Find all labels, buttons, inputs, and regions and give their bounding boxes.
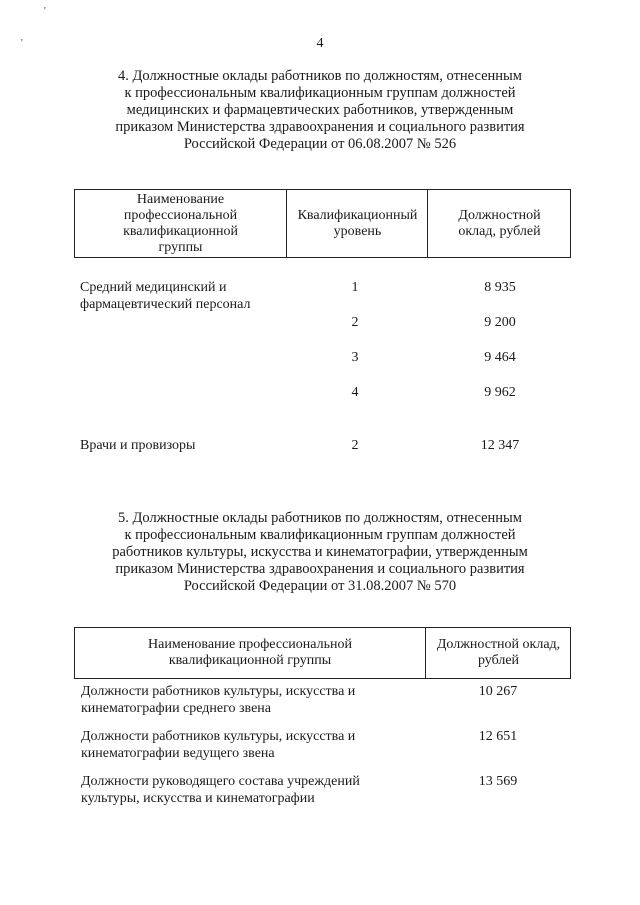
table-row-level: 2 [351, 315, 359, 330]
table-row-level: 2 [351, 438, 359, 453]
heading-line: 5. Должностные оклады работников по должностям, отнесенным [118, 510, 522, 526]
heading-line: приказом Министерства здравоохранения и социального развития [115, 119, 525, 135]
table-row-level: 3 [351, 350, 359, 365]
group-name-doctors: Врачи и провизоры [80, 438, 196, 453]
table-row-salary: 12 651 [478, 729, 518, 744]
table-row-salary: 13 569 [478, 774, 518, 789]
heading-line: 4. Должностные оклады работников по должностям, отнесенным [118, 68, 522, 84]
table-row-level: 4 [351, 385, 359, 400]
heading-line: работников культуры, искусства и кинематографии, утвержденным [112, 544, 528, 560]
section-4-table-header [74, 189, 571, 258]
table-row-name: Должности руководящего состава учреждений культуры, искусства и кинематографии [81, 774, 360, 806]
header-salary: Должностной оклад, рублей [427, 190, 571, 257]
header-group-name: Наименование профессиональной квалификационной группы [123, 191, 238, 255]
header-salary: Должностной оклад, рублей [425, 628, 571, 678]
section-4-heading [60, 68, 580, 153]
section-5-table-header [74, 627, 571, 679]
heading-line: приказом Министерства здравоохранения и социального развития [115, 561, 525, 577]
table-row-salary: 8 935 [484, 280, 516, 295]
table-row-salary: 9 464 [484, 350, 516, 365]
header-group-name: Наименование профессиональной квалификационной группы [148, 637, 352, 668]
table-row-salary: 9 962 [484, 385, 516, 400]
table-row-name: Должности работников культуры, искусства и кинематографии ведущего звена [81, 729, 356, 761]
table-row-salary: 10 267 [478, 684, 518, 699]
heading-line: к профессиональным квалификационным группам должностей [124, 85, 516, 101]
table-row-salary: 9 200 [484, 315, 516, 330]
group-name-nursing: Средний медицинский и фармацевтический персонал [80, 280, 251, 312]
page-number: 4 [316, 36, 324, 51]
table-row-name: Должности работников культуры, искусства и кинематографии среднего звена [81, 684, 356, 716]
heading-line: Российской Федерации от 06.08.2007 № 526 [183, 136, 457, 152]
table-row-salary: 12 347 [480, 438, 520, 453]
header-qualification-level: Квалификационный уровень [286, 190, 428, 257]
margin-mark-left: ' [21, 38, 23, 49]
margin-mark-top: ' [44, 6, 46, 17]
table-row-level: 1 [351, 280, 359, 295]
section-5-heading [60, 510, 580, 595]
heading-line: медицинских и фармацевтических работников, утвержденным [126, 102, 514, 118]
heading-line: к профессиональным квалификационным группам должностей [124, 527, 516, 543]
heading-line: Российской Федерации от 31.08.2007 № 570 [183, 578, 457, 594]
